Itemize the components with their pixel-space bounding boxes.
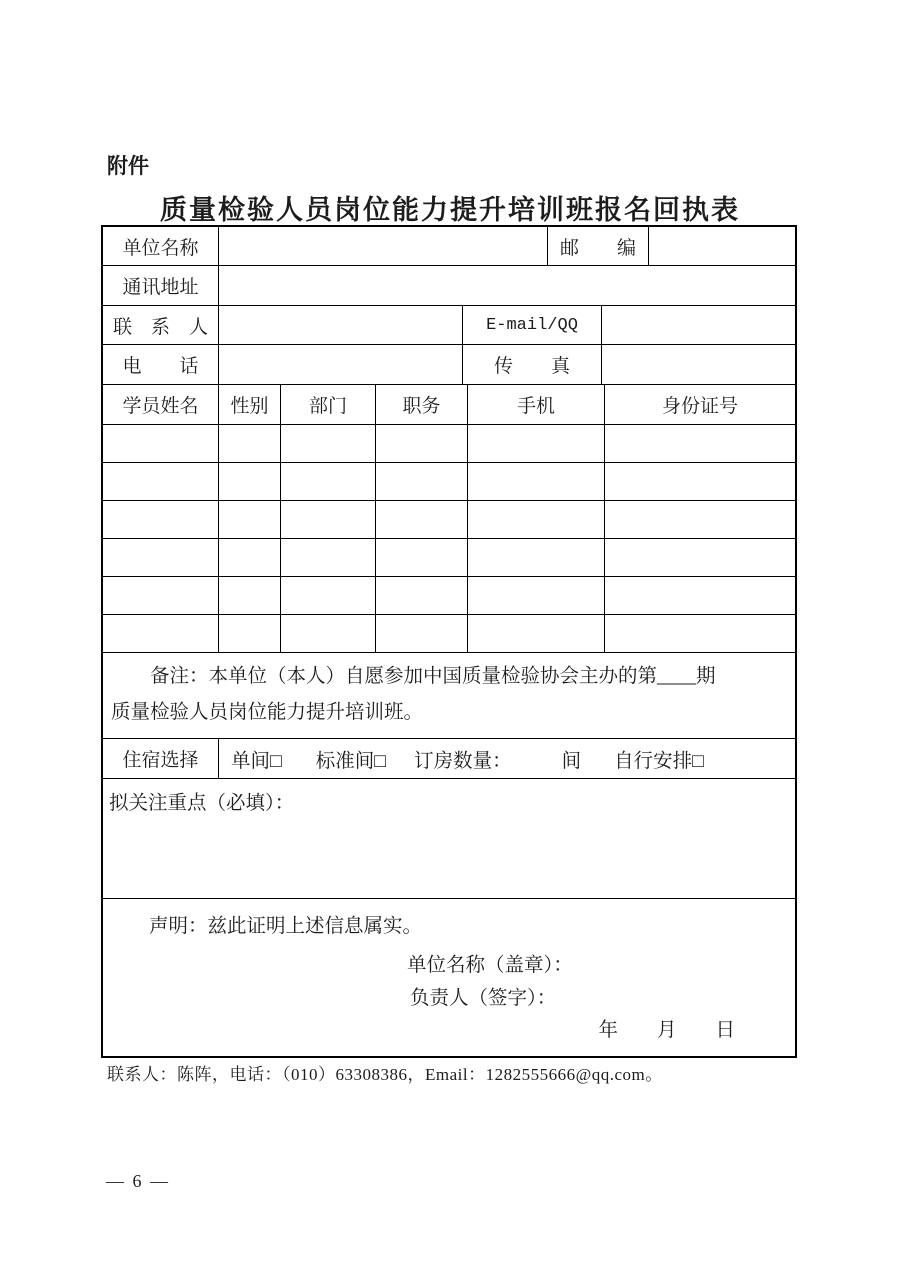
email-qq-field [602,306,795,344]
footer-contact-info: 联系人：陈阵，电话：（010）63308386，Email：1282555666@qq.com。 [107,1065,663,1084]
roster-cell [376,577,468,614]
roster-cell [281,463,376,500]
roster-cell [376,615,468,652]
fax-label: 传 真 [463,345,602,384]
roster-cell [376,425,468,462]
contact-person-field [219,306,463,344]
roster-cell [219,501,281,538]
roster-cell [376,463,468,500]
option-self-arranged-checkbox: 自行安排□ [614,750,704,772]
roster-empty-row [103,501,795,539]
roster-cell [468,577,605,614]
roster-header-mobile: 手机 [468,385,605,424]
phone-field [219,345,463,384]
declaration-row [103,899,795,1056]
roster-cell [605,425,795,462]
contact-person-label: 联 系 人 [103,306,219,344]
postal-code-field [649,227,795,265]
phone-label: 电 话 [103,345,219,384]
roster-cell [468,539,605,576]
roster-cell [281,615,376,652]
option-standard-room-checkbox: 标准间□ [315,750,387,772]
accommodation-label: 住宿选择 [103,739,219,778]
unit-name-field [219,227,548,265]
page-number: — 6 — [106,1171,170,1191]
page-title: 质量检验人员岗位能力提升培训班报名回执表 [160,195,740,225]
address-row [103,266,795,306]
roster-cell [103,539,219,576]
address-label: 通讯地址 [103,266,219,305]
roster-cell [281,425,376,462]
roster-cell [219,425,281,462]
roster-cell [281,501,376,538]
roster-cell [468,501,605,538]
roster-cell [103,501,219,538]
remark-line-1: 备注：本单位（本人）自愿参加中国质量检验协会主办的第____期 [150,666,716,687]
roster-cell [605,539,795,576]
roster-empty-row [103,463,795,501]
roster-empty-row [103,539,795,577]
roster-header-department: 部门 [281,385,376,424]
roster-header-row [103,385,795,425]
remark-row [103,653,795,739]
address-field [219,266,795,305]
roster-cell [103,615,219,652]
roster-cell [605,501,795,538]
signer-label: 负责人（签字）： [410,988,557,1009]
declaration-statement: 声明：兹此证明上述信息属实。 [149,916,423,937]
unit-name-label: 单位名称 [103,227,219,265]
email-qq-label: E-mail/QQ [463,306,602,344]
roster-cell [376,501,468,538]
roster-empty-row [103,615,795,653]
date-line: 年 月 日 [598,1020,735,1041]
accommodation-options [219,739,795,778]
postal-code-label: 邮 编 [548,227,649,265]
contact-row [103,306,795,345]
remark-text [103,653,795,738]
unit-name-row [103,227,795,266]
unit-seal-label: 单位名称（盖章）： [407,955,573,976]
registration-form-table [101,225,797,1058]
roster-cell [605,615,795,652]
roster-cell [468,615,605,652]
roster-cell [605,577,795,614]
roster-cell [219,615,281,652]
option-single-room-checkbox: 单间□ [231,750,282,772]
remark-line-2: 质量检验人员岗位能力提升培训班。 [111,702,424,723]
roster-header-id-number: 身份证号 [661,396,738,417]
room-quantity-unit-label: 间 [561,750,582,772]
focus-required-label: 拟关注重点（必填）： [109,793,295,814]
fax-field [602,345,795,384]
roster-header-name: 学员姓名 [103,385,219,424]
roster-cell [219,577,281,614]
roster-cell [281,577,376,614]
roster-cell [103,577,219,614]
phone-row [103,345,795,385]
roster-cell [219,463,281,500]
roster-empty-row [103,425,795,463]
declaration-section [103,899,795,1056]
roster-cell [605,463,795,500]
roster-cell [376,539,468,576]
roster-empty-row [103,577,795,615]
roster-cell [281,539,376,576]
attachment-label: 附件 [107,155,149,178]
roster-header-position: 职务 [376,385,468,424]
room-quantity-label: 订房数量： [414,750,512,772]
roster-header-gender: 性别 [219,385,281,424]
accommodation-row [103,739,795,779]
roster-cell [103,463,219,500]
roster-cell [468,425,605,462]
roster-cell [468,463,605,500]
focus-row [103,779,795,899]
roster-cell [103,425,219,462]
roster-cell [219,539,281,576]
